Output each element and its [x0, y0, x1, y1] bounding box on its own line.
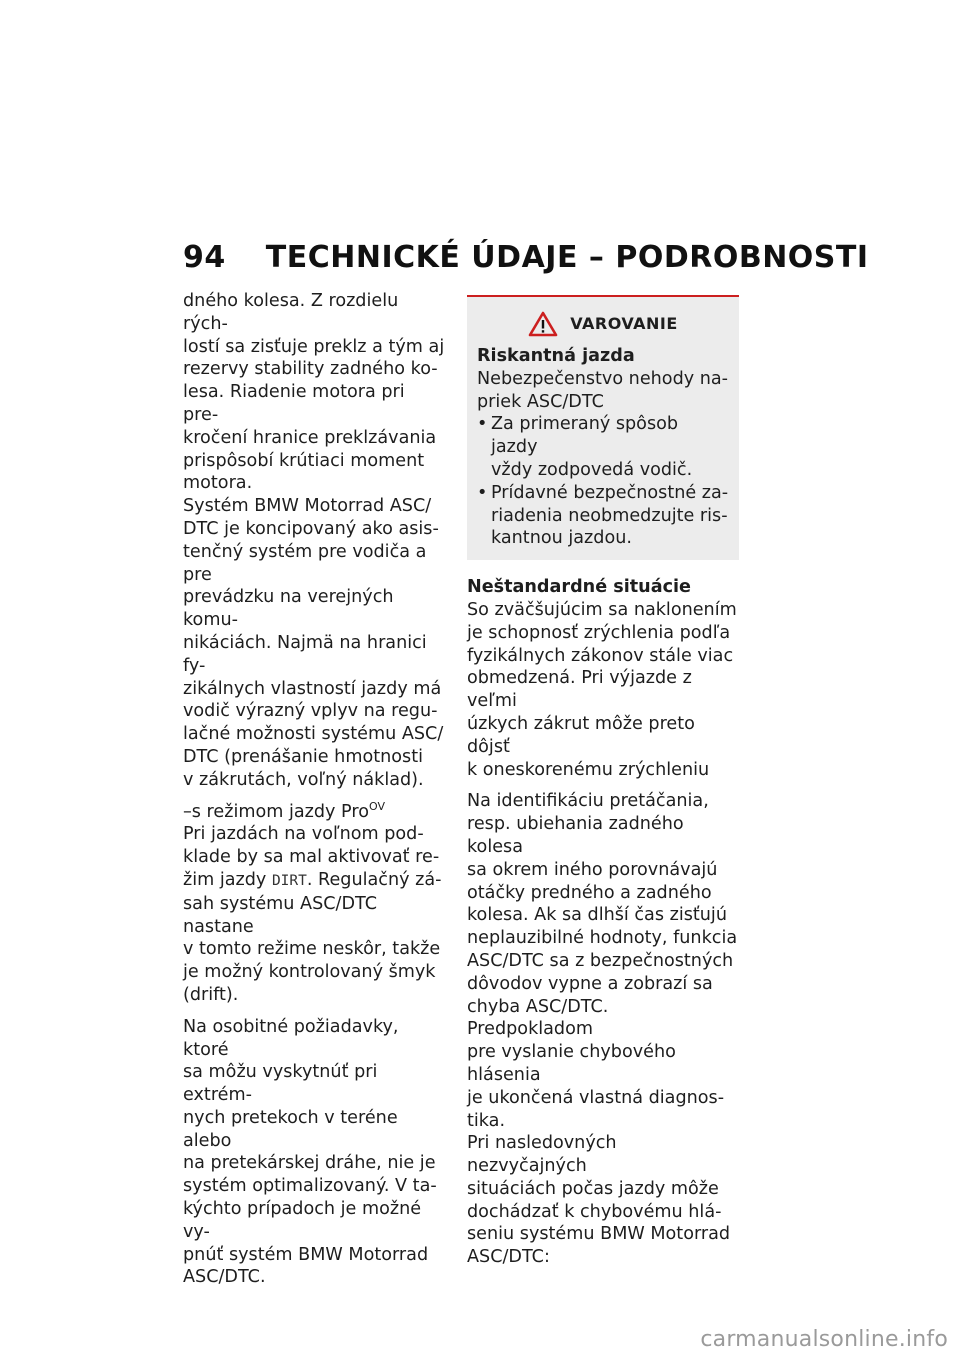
warning-header [477, 311, 729, 337]
right-column [467, 295, 739, 1269]
option-marker: OV [368, 799, 385, 813]
section-heading: Neštandardné situácie [467, 577, 691, 598]
left-paragraph-1: dného kolesa. Z rozdielu rých- lostí sa zisťuje preklz a tým aj rezervy stability zadného ko- lesa. Riadenie motora pri pre- kročení hranice preklzávania prispôsobí krútiaci moment motora. [183, 291, 445, 494]
left-paragraph-4: Na osobitné požiadavky, ktoré sa môžu vyskytnúť pri extrém- nych pretekoch v teréne alebo na pretekárskej dráhe, nie je systém optimalizovaný. V ta- kýchto prípadoch je možné vy- pnúť systém BMW Motorrad ASC/DTC. [183, 1016, 437, 1288]
left-paragraph-2: Systém BMW Motorrad ASC/ DTC je koncipovaný ako asis- tenčný systém pre vodiča a pre prevádzku na verejných komu- nikáciách. Najmä na hranici fy- zikálnych vlastností jazdy má vodič výrazný vplyv na regu- lačné možnosti systému ASC/ DTC (prenášanie hmotnosti v zákrutách, voľný náklad). [183, 496, 444, 790]
warning-triangle-icon [528, 311, 558, 337]
warning-subtitle: Riskantná jazda [477, 346, 635, 366]
list-item: • Prídavné bezpečnostné za- riadenia neobmedzujte ris- kantnou jazdou. [477, 482, 729, 550]
page-number: 94 [183, 240, 226, 275]
page-title: TECHNICKÉ ÚDAJE – PODROBNOSTI [265, 240, 869, 275]
watermark: carmanualsonline.info [700, 1327, 948, 1352]
warning-text: Nebezpečenstvo nehody na- priek ASC/DTC [477, 368, 729, 412]
right-paragraph-3: Pri nasledovných nezvyčajných situáciách počas jazdy môže dochádzať k chybovému hlá- seniu systému BMW Motorrad ASC/DTC: [467, 1133, 731, 1268]
list-item: • Za primeraný spôsob jazdy vždy zodpovedá vodič. [477, 413, 729, 481]
warning-bullets [477, 413, 729, 550]
page-header [183, 240, 869, 275]
riding-mode-paragraph: –s režimom jazdy Pro$^{OV}$ Pri jazdách na voľnom pod- klade by sa mal aktivovať re- žim jazdy DIRT. Regulačný zá- sah systému ASC/DTC nastane v tomto režime neskôr, takže je možný kontrolovaný šmyk (drift). [183, 799, 442, 1005]
riding-mode-intro: –s režimom jazdy Pro [183, 801, 369, 822]
left-column [183, 290, 445, 1289]
warning-label: VAROVANIE [570, 313, 678, 333]
right-paragraph-2: Na identifikáciu pretáčania, resp. ubiehania zadného kolesa sa okrem iného porovnávajú otáčky predného a zadného kolesa. Ak sa dlhší čas zisťujú neplauzibilné hodnoty, funkcia ASC/DTC sa z bezpečnostných dôvodov vypne a zobrazí sa chyba ASC/DTC. Predpokladom pre vyslanie chybového hlásenia je ukončená vlastná diagnos- tika. [467, 791, 738, 1131]
dirt-mode-label: DIRT [271, 872, 307, 889]
right-paragraph-1: So zväčšujúcim sa naklonením je schopnosť zrýchlenia podľa fyzikálnych zákonov stále viac obmedzená. Pri výjazde z veľmi úzkych zákrut môže preto dôjsť k oneskorenému zrýchleniu [467, 599, 737, 780]
warning-box [467, 295, 739, 560]
